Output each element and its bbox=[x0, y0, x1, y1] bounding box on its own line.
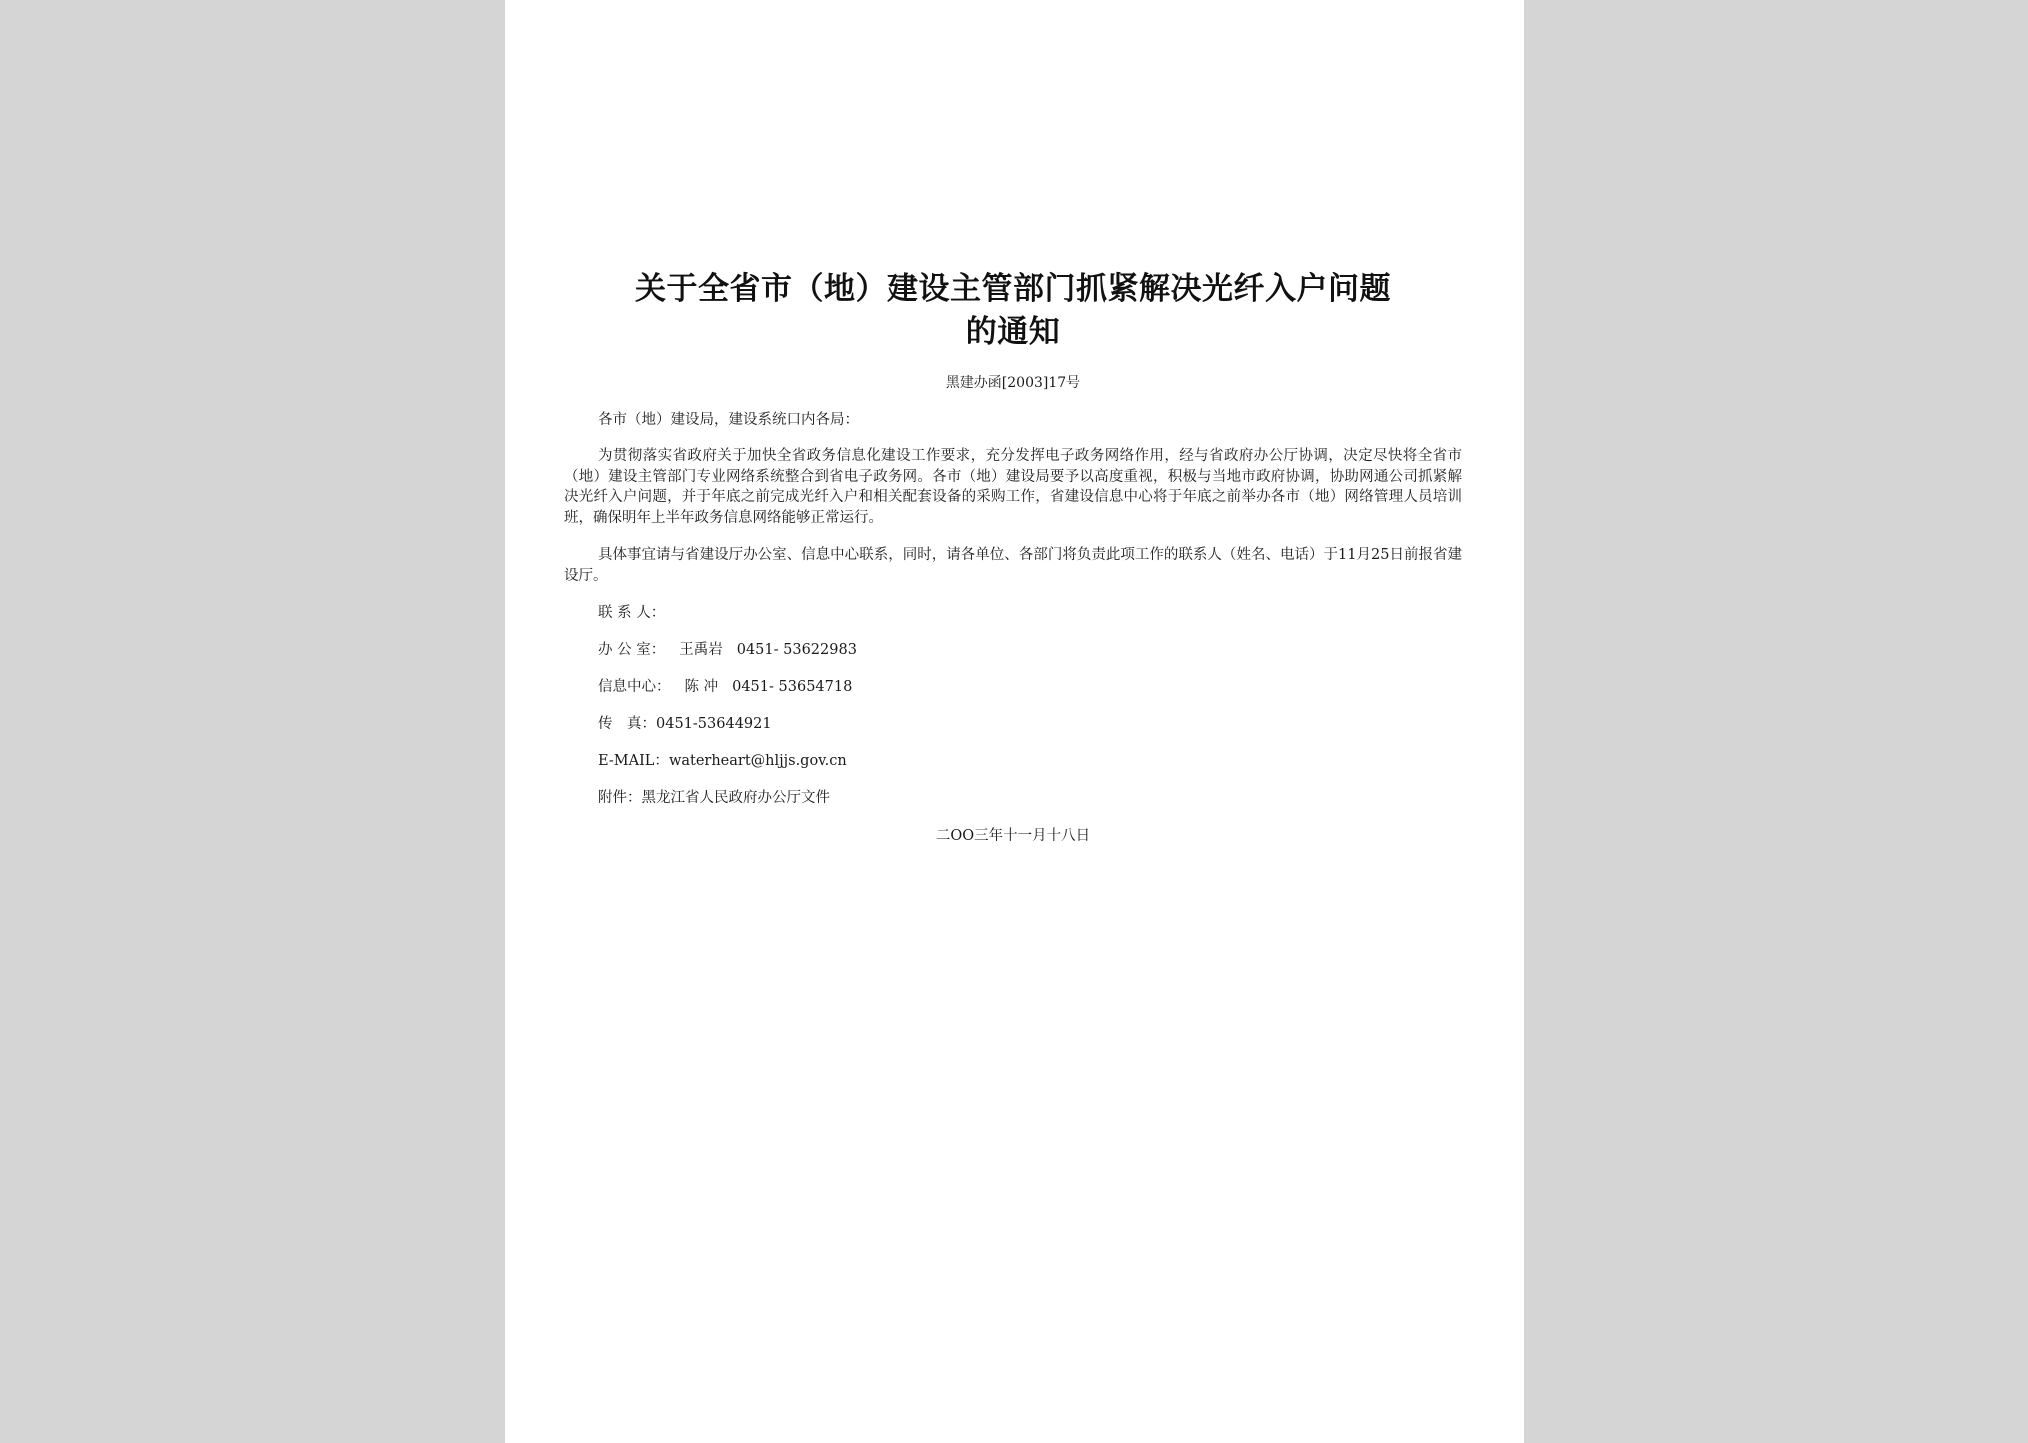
info-center-label: 信息中心： bbox=[598, 679, 671, 695]
contact-office bbox=[564, 640, 1496, 660]
email-label: E-MAIL： bbox=[598, 753, 669, 769]
body-paragraph-2: 具体事宜请与省建设厅办公室、信息中心联系，同时，请各单位、各部门将负责此项工作的联系人（姓名、电话）于11月25日前报省建设厅。 bbox=[564, 547, 1462, 584]
info-center-phone: 0451- 53654718 bbox=[732, 679, 853, 695]
office-person: 王禹岩 bbox=[679, 642, 723, 658]
contact-fax bbox=[564, 714, 1496, 734]
contact-info-center bbox=[564, 677, 1496, 697]
email-address: waterheart@hljjs.gov.cn bbox=[668, 753, 847, 769]
info-center-person: 陈 冲 bbox=[684, 679, 719, 695]
office-label: 办 公 室： bbox=[598, 642, 666, 658]
document-date: 二OO三年十一月十八日 bbox=[935, 828, 1091, 844]
salutation: 各市（地）建设局，建设系统口内各局： bbox=[598, 412, 859, 428]
contacts-heading: 联 系 人： bbox=[598, 605, 666, 621]
attachment bbox=[564, 788, 1496, 808]
document-page bbox=[505, 0, 1524, 1443]
office-phone: 0451- 53622983 bbox=[736, 642, 857, 658]
fax-number: 0451-53644921 bbox=[656, 716, 772, 732]
title-line-1: 关于全省市（地）建设主管部门抓紧解决光纤入户问题 bbox=[635, 271, 1391, 307]
contact-email bbox=[564, 751, 1496, 771]
attachment-label: 附件： bbox=[598, 790, 642, 806]
fax-label: 传 真： bbox=[598, 716, 656, 732]
attachment-text: 黑龙江省人民政府办公厅文件 bbox=[641, 790, 830, 806]
document-title bbox=[564, 268, 1462, 354]
body-paragraph-1: 为贯彻落实省政府关于加快全省政务信息化建设工作要求，充分发挥电子政务网络作用，经与省政府办公厅协调，决定尽快将全省市（地）建设主管部门专业网络系统整合到省电子政务网。各市（地）建设局要予以高度重视，积极与当地市政府协调，协助网通公司抓紧解决光纤入户问题，并于年底之前完成光纤入户和相关配套设备的采购工作，省建设信息中心将于年底之前举办各市（地）网络管理人员培训班，确保明年上半年政务信息网络能够正常运行。 bbox=[564, 448, 1462, 526]
document-number: 黑建办函[2003]17号 bbox=[945, 375, 1081, 391]
title-line-2: 的通知 bbox=[965, 314, 1061, 350]
